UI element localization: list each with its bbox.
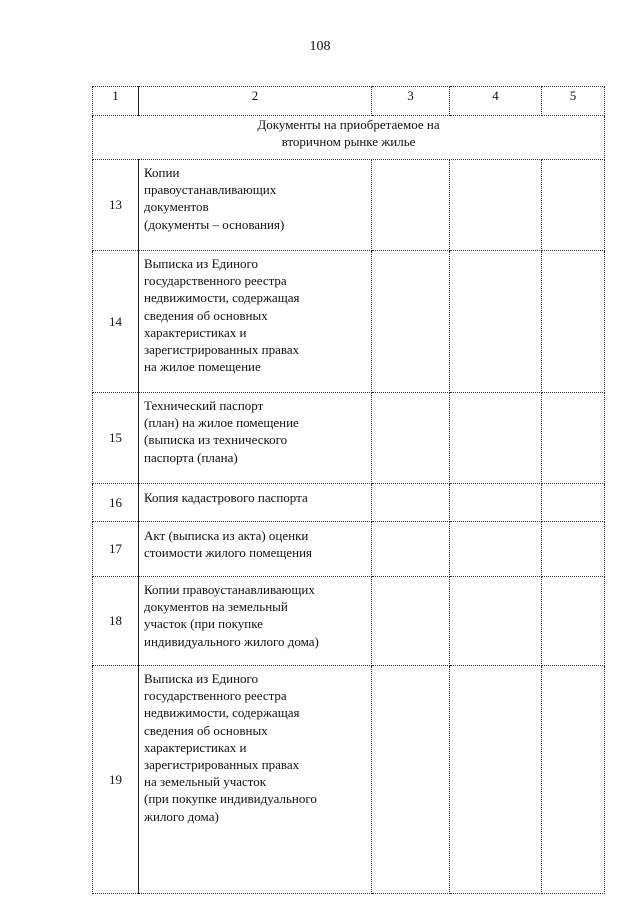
column-header-1: 1 [93,87,139,116]
description-line: (при покупке индивидуального [144,791,317,807]
empty-cell [542,577,605,666]
empty-cell [450,577,542,666]
description-line: документов на земельный [144,599,288,615]
empty-cell [372,577,450,666]
description-line: на жилое помещение [144,359,261,375]
table-header-row [93,87,605,116]
description-line: участок (при покупке [144,616,263,632]
description-line: характеристиках и [144,324,247,340]
description-line: (выписка из технического [144,432,288,448]
row-description [139,393,372,484]
empty-cell [450,522,542,577]
table-row [93,484,605,522]
table-row [93,522,605,577]
empty-cell [450,393,542,484]
description-line: Выписка из Единого [144,671,259,686]
empty-cell [372,522,450,577]
description-line: паспорта (плана) [144,449,238,465]
description-line: (план) на жилое помещение [144,415,299,431]
empty-cell [372,666,450,894]
row-description [139,251,372,393]
row-description [139,522,372,577]
description-line: государственного реестра [144,688,287,704]
row-number: 17 [93,522,139,577]
table-row [93,160,605,251]
description-line: государственного реестра [144,273,287,289]
description-line: характеристиках и [144,739,247,755]
column-header-3: 3 [372,87,450,116]
page-number: 108 [309,39,331,54]
table-row [93,393,605,484]
section-title [93,116,605,160]
empty-cell [372,160,450,251]
empty-cell [542,393,605,484]
row-description [139,666,372,894]
empty-cell [450,484,542,522]
empty-cell [372,393,450,484]
description-line: сведения об основных [144,307,268,323]
empty-cell [542,160,605,251]
column-header-2: 2 [139,87,372,116]
empty-cell [542,522,605,577]
row-number: 18 [93,577,139,666]
description-line: (документы – основания) [144,216,285,232]
row-number: 19 [93,666,139,894]
table-row [93,666,605,894]
description-line: сведения об основных [144,722,268,738]
empty-cell [542,251,605,393]
column-header-4: 4 [450,87,542,116]
description-line: Копии [144,165,180,180]
description-line: жилого дома) [144,808,219,824]
empty-cell [542,484,605,522]
description-line: Выписка из Единого [144,256,259,271]
empty-cell [372,251,450,393]
row-number: 14 [93,251,139,393]
description-line: Копии правоустанавливающих [144,582,315,597]
description-line: зарегистрированных правах [144,757,300,773]
description-line: индивидуального жилого дома) [144,633,319,649]
description-line: Технический паспорт [144,398,264,413]
description-line: недвижимости, содержащая [144,705,300,721]
row-number: 15 [93,393,139,484]
section-title-line: вторичном рынке жилье [281,134,416,150]
description-line: документов [144,199,209,215]
row-description [139,484,372,522]
column-header-5: 5 [542,87,605,116]
empty-cell [450,666,542,894]
description-line: на земельный участок [144,774,267,790]
section-title-line: Документы на приобретаемое на [257,117,440,132]
description-line: Копия кадастрового паспорта [144,490,308,505]
row-number: 16 [93,484,139,522]
description-line: Акт (выписка из акта) оценки [144,528,309,543]
description-line: недвижимости, содержащая [144,290,300,306]
section-row [93,116,605,160]
description-line: зарегистрированных правах [144,342,300,358]
row-description [139,577,372,666]
description-line: правоустанавливающих [144,182,277,198]
description-line: стоимости жилого помещения [144,545,313,561]
row-number: 13 [93,160,139,251]
table-row [93,577,605,666]
table-row [93,251,605,393]
empty-cell [450,160,542,251]
empty-cell [372,484,450,522]
empty-cell [450,251,542,393]
row-description [139,160,372,251]
documents-table [92,86,605,894]
empty-cell [542,666,605,894]
